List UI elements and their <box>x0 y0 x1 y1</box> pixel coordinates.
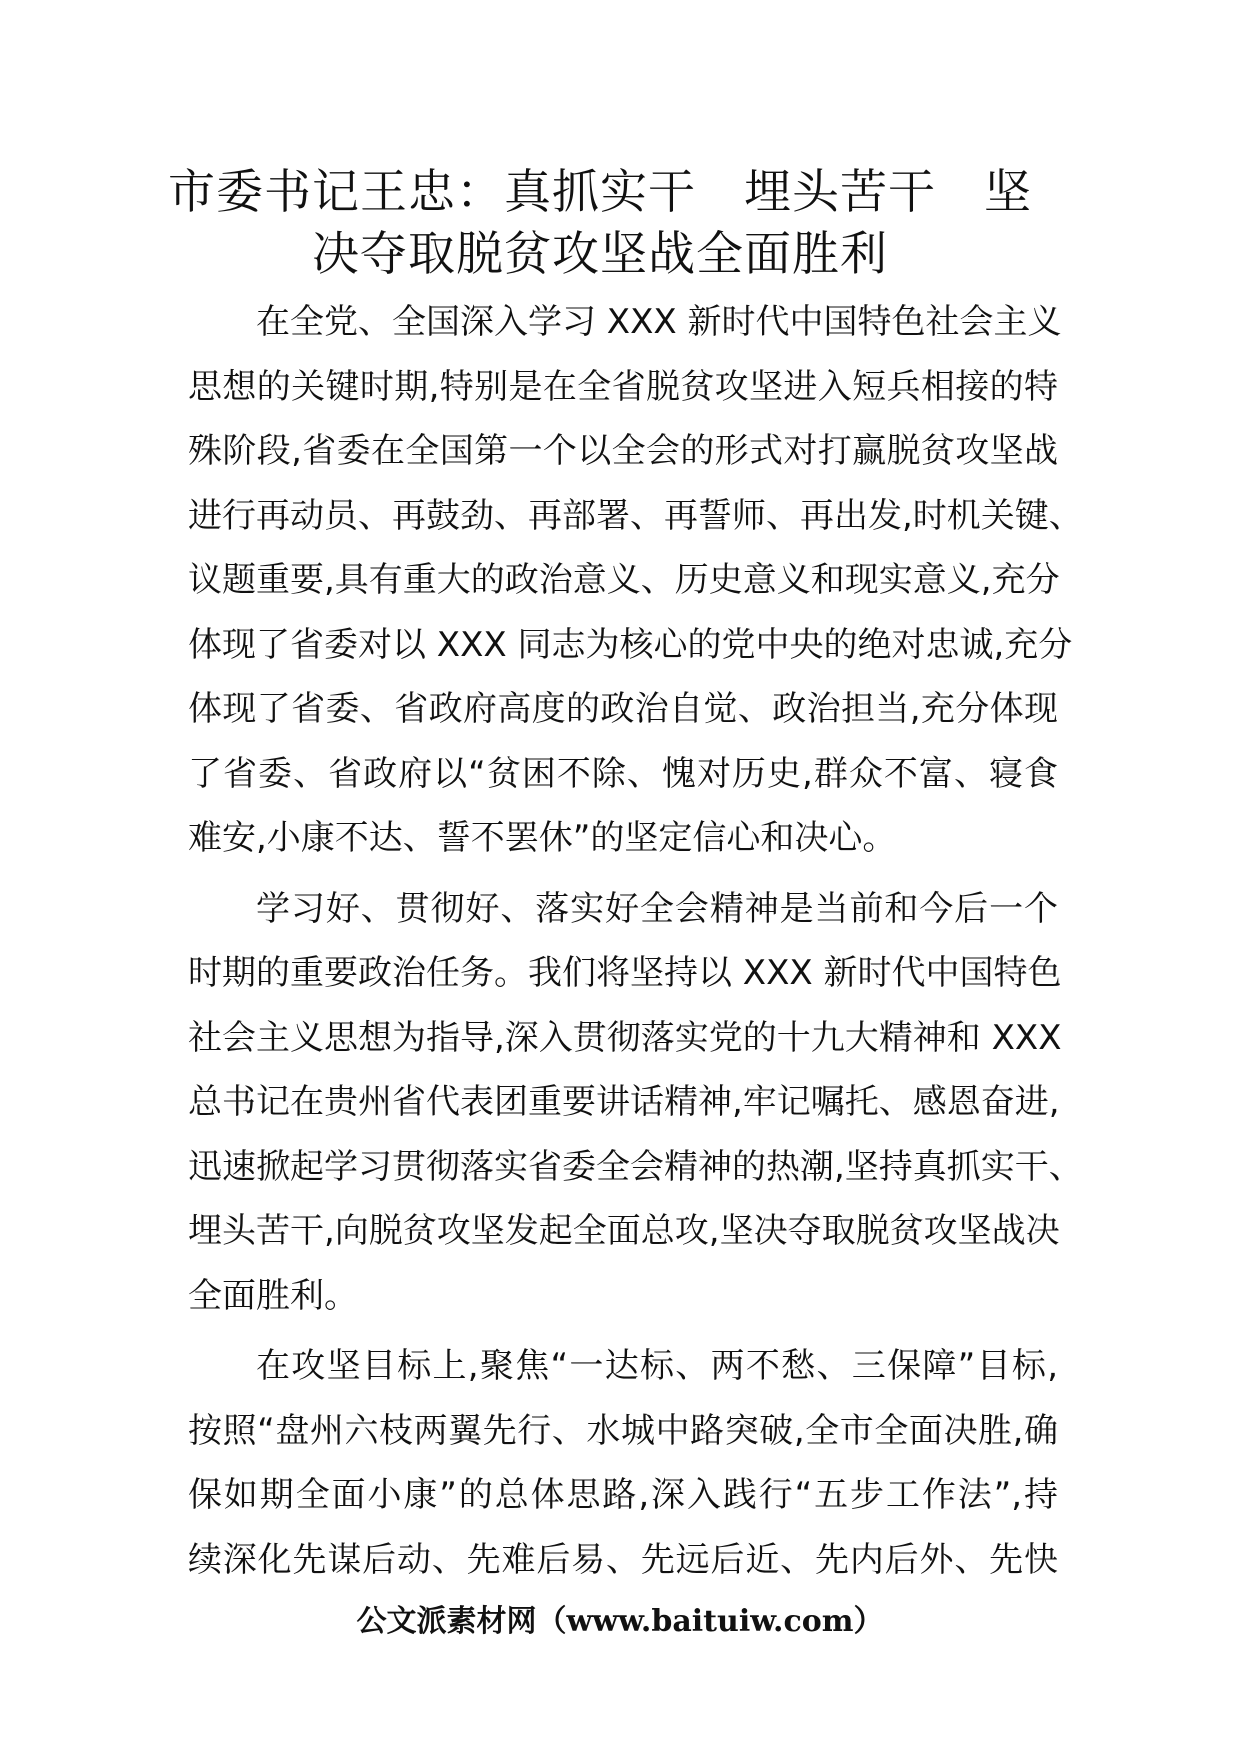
document-body <box>188 290 1083 1598</box>
text-line: 埋头苦干,向脱贫攻坚发起全面总攻,坚决夺取脱贫攻坚战决 <box>188 1211 1060 1251</box>
text-line: 迅速掀起学习贯彻落实省委全会精神的热潮,坚持真抓实干、 <box>188 1146 1083 1187</box>
paragraph-1 <box>188 290 1083 871</box>
text-line: 在全党、全国深入学习 XXX 新时代中国特色社会主义 <box>256 302 1062 342</box>
text-line: 了省委、省政府以“贫困不除、愧对历史,群众不富、寝食 <box>188 753 1058 794</box>
document-title <box>150 162 1050 286</box>
text-line: 殊阶段,省委在全国第一个以全会的形式对打赢脱贫攻坚战 <box>188 431 1058 471</box>
text-line: 进行再动员、再鼓劲、再部署、再誓师、再出发,时机关键、 <box>188 495 1083 536</box>
text-line: 时期的重要政治任务。我们将坚持以 XXX 新时代中国特色 <box>188 953 1062 993</box>
text-line: 学习好、贯彻好、落实好全会精神是当前和今后一个 <box>256 888 1058 929</box>
title-line-2: 决夺取脱贫攻坚战全面胜利 <box>312 227 888 282</box>
text-line: 议题重要,具有重大的政治意义、历史意义和现实意义,充分 <box>188 560 1060 600</box>
paragraph-2 <box>188 877 1083 1329</box>
text-line: 难安,小康不达、誓不罢休”的坚定信心和决心。 <box>188 818 897 858</box>
text-line: 在攻坚目标上,聚焦“一达标、两不愁、三保障”目标, <box>256 1346 1058 1386</box>
text-line: 保如期全面小康”的总体思路,深入践行“五步工作法”,持 <box>188 1475 1058 1515</box>
text-line: 总书记在贵州省代表团重要讲话精神,牢记嘱托、感恩奋进, <box>188 1082 1060 1122</box>
title-line-1: 市委书记王忠：真抓实干 埋头苦干 坚 <box>168 165 1032 220</box>
text-line: 体现了省委对以 XXX 同志为核心的党中央的绝对忠诚,充分 <box>188 624 1073 665</box>
text-line: 按照“盘州六枝两翼先行、水城中路突破,全市全面决胜,确 <box>188 1410 1058 1451</box>
text-line: 社会主义思想为指导,深入贯彻落实党的十九大精神和 XXX <box>188 1017 1062 1058</box>
page-footer: 公文派素材网（www.baituiw.com） <box>356 1604 884 1639</box>
text-line: 体现了省委、省政府高度的政治自觉、政治担当,充分体现 <box>188 689 1058 729</box>
text-line: 全面胜利。 <box>188 1275 358 1316</box>
text-line: 思想的关键时期,特别是在全省脱贫攻坚进入短兵相接的特 <box>188 366 1058 407</box>
text-line: 续深化先谋后动、先难后易、先远后近、先内后外、先快 <box>188 1539 1058 1580</box>
paragraph-3 <box>188 1334 1058 1592</box>
